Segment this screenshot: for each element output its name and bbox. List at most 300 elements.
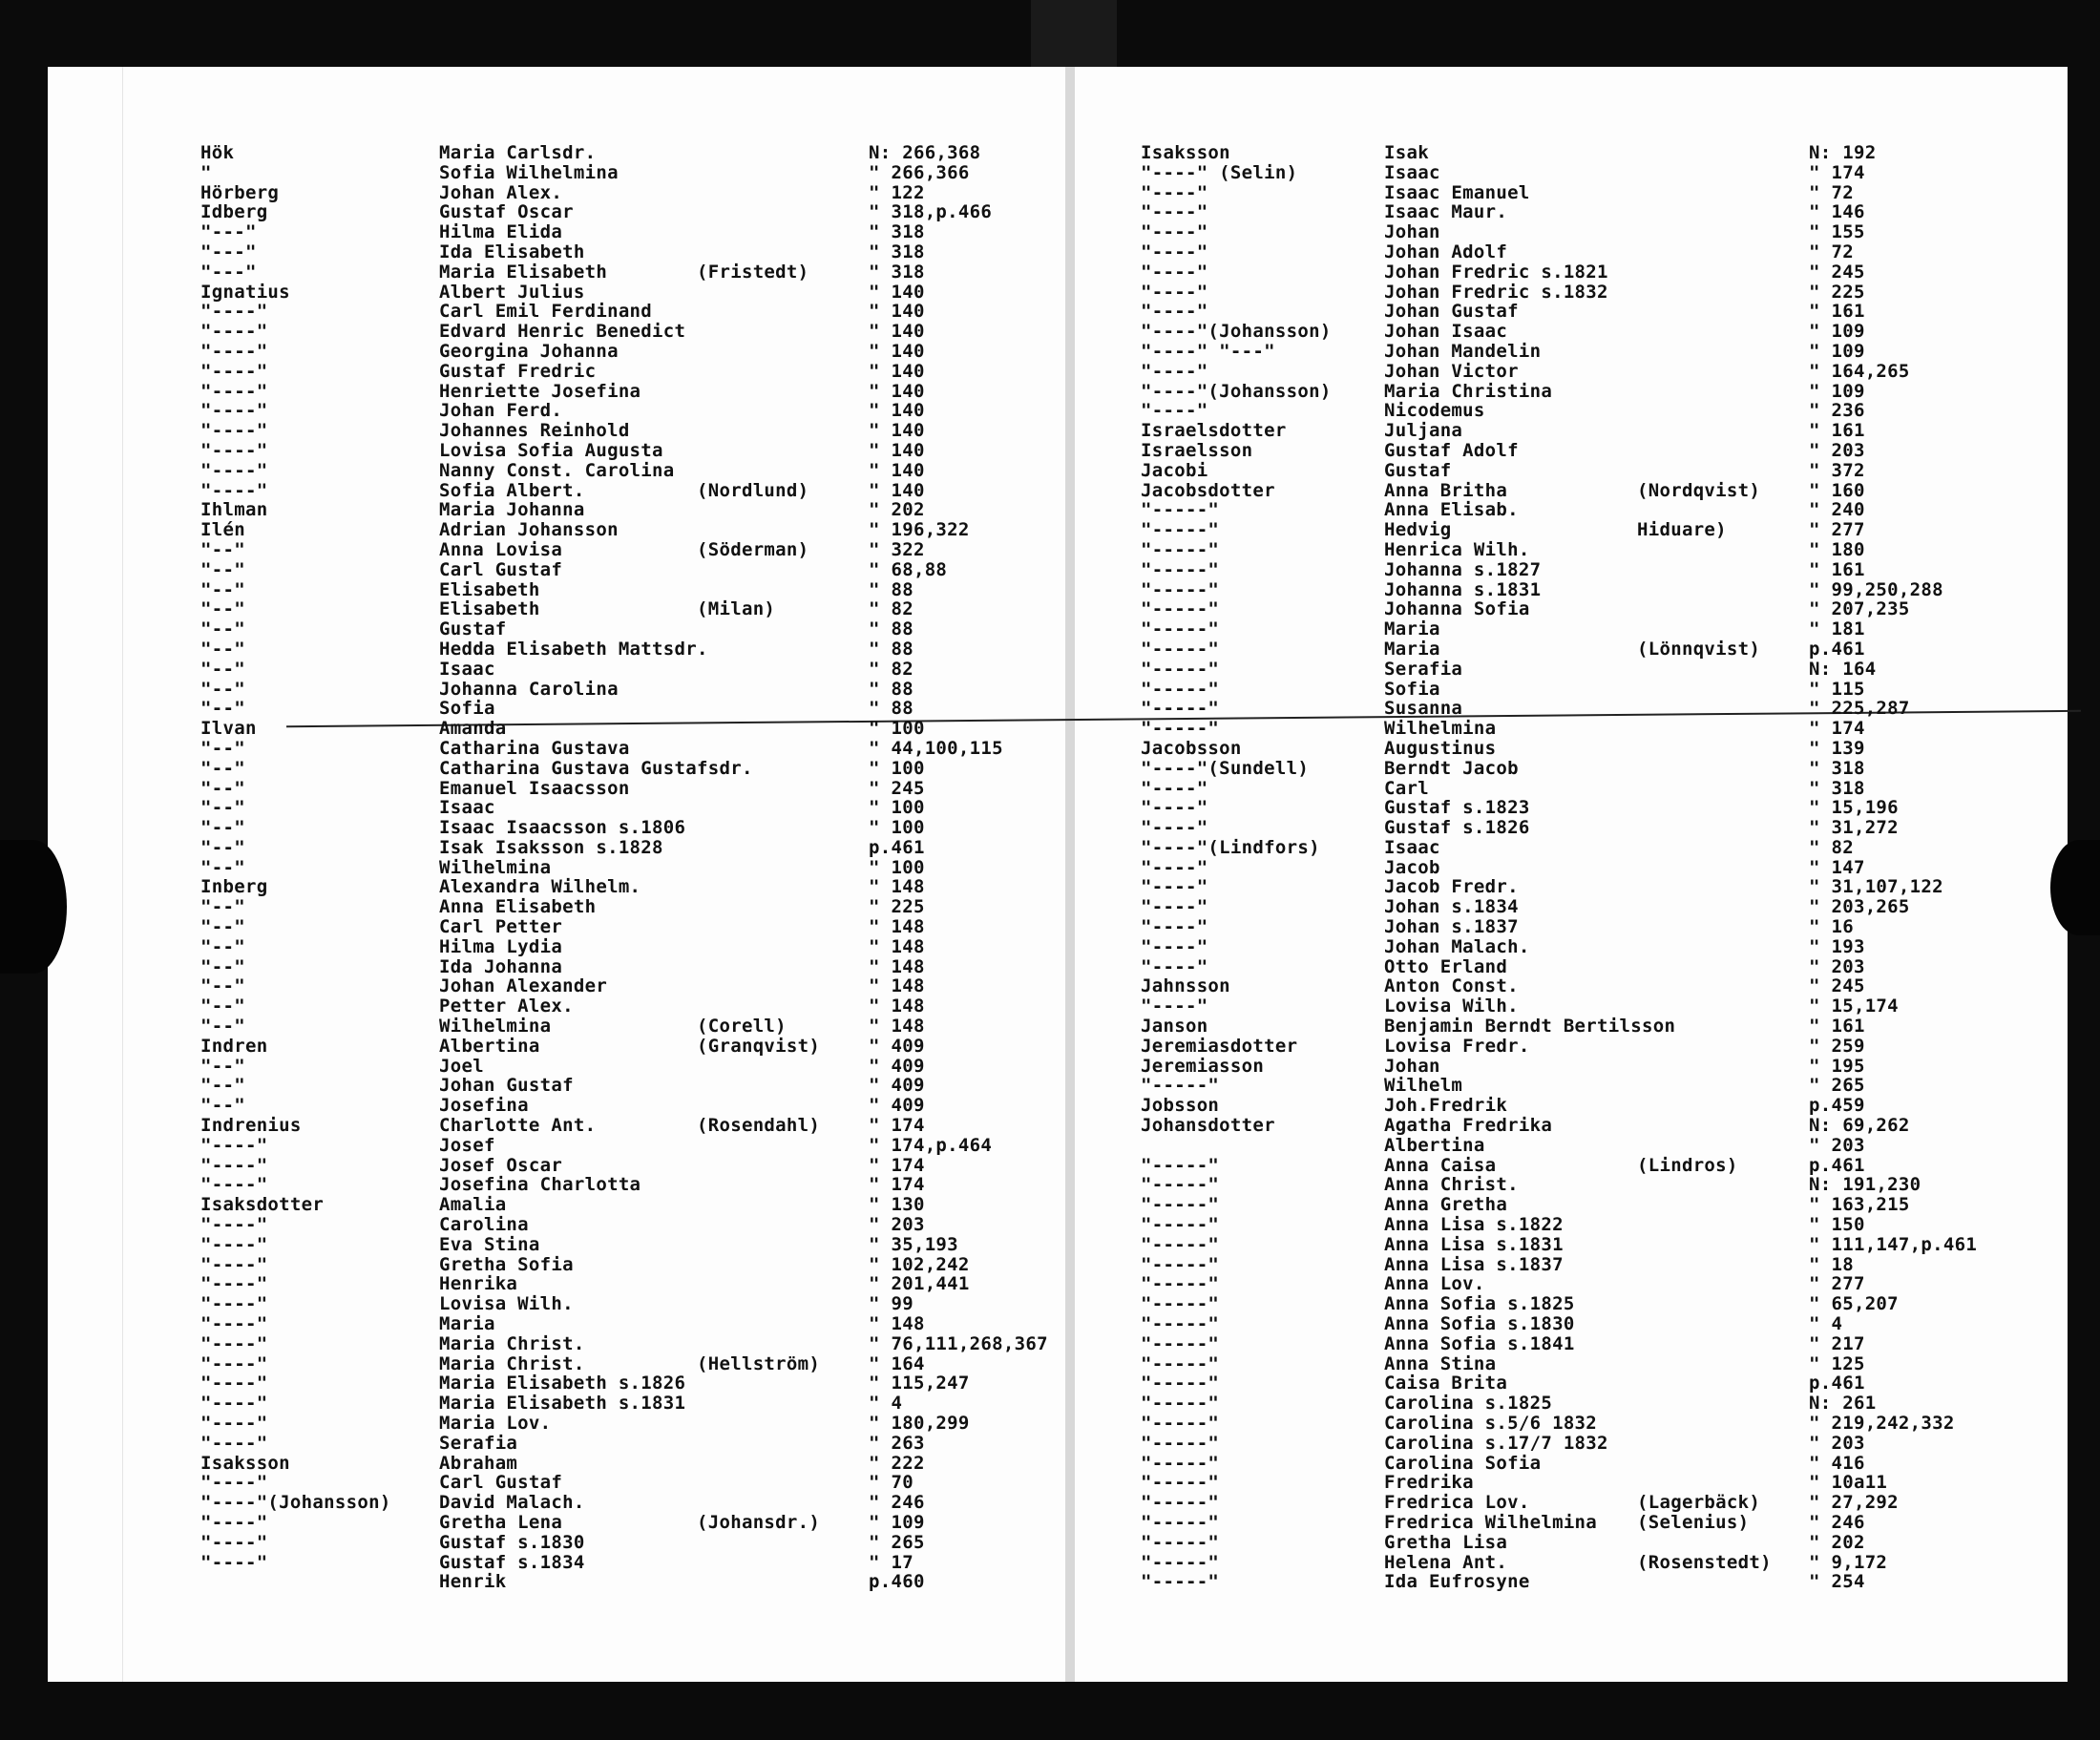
entry-ref: " 140 xyxy=(869,380,925,402)
entry-given: Catharina Gustava Gustafsdr. xyxy=(439,757,753,779)
entry-surname: "--" xyxy=(200,797,245,819)
entry-ref: " 35,193 xyxy=(869,1233,958,1255)
entry-surname: "-----" xyxy=(1141,1551,1220,1573)
entry-surname: "----" (Selin) xyxy=(1141,161,1298,183)
entry-given: Johan Isaac xyxy=(1384,321,1508,343)
entry-surname: "----" xyxy=(200,1432,268,1454)
entry-surname: "--" xyxy=(200,1075,245,1097)
entry-surname: "--" xyxy=(200,955,245,977)
entry-surname: "----" xyxy=(200,1551,268,1573)
entry-surname: "----" xyxy=(200,1413,268,1434)
entry-ref: " 203 xyxy=(1809,1432,1865,1454)
entry-surname: Jacobi xyxy=(1141,459,1208,481)
entry-ref: " 201,441 xyxy=(869,1273,970,1295)
entry-given: Sofia Wilhelmina xyxy=(439,161,619,183)
entry-given: Anton Const. xyxy=(1384,975,1519,997)
entry-given: Emanuel Isaacsson xyxy=(439,777,630,799)
entry-surname: "--" xyxy=(200,678,245,700)
entry-ref: " 148 xyxy=(869,1016,925,1038)
entry-ref: p.461 xyxy=(1809,1154,1865,1176)
entry-ref: " 245 xyxy=(1809,975,1865,997)
entry-ref: " 140 xyxy=(869,400,925,422)
entry-ref: " 140 xyxy=(869,360,925,382)
entry-ref: " 180,299 xyxy=(869,1413,970,1434)
entry-ref: " 140 xyxy=(869,321,925,343)
entry-given: Catharina Gustava xyxy=(439,737,630,759)
entry-given: Amanda xyxy=(439,718,507,740)
entry-ref: " 100 xyxy=(869,856,925,878)
entry-ref: " 109 xyxy=(1809,340,1865,362)
entry-ref: " 219,242,332 xyxy=(1809,1413,1955,1434)
entry-given: Albertina xyxy=(1384,1134,1485,1156)
entry-given: Johanna Sofia xyxy=(1384,598,1530,620)
entry-surname: "-----" xyxy=(1141,1293,1220,1315)
entry-ref: " 246 xyxy=(1809,1511,1865,1533)
entry-ref: " 18 xyxy=(1809,1253,1854,1275)
entry-surname: "--" xyxy=(200,975,245,997)
entry-surname: "----" xyxy=(200,1393,268,1415)
entry-surname: "----" xyxy=(200,1472,268,1494)
entry-given: Maria xyxy=(439,1313,495,1335)
entry-given: Lovisa Wilh. xyxy=(439,1293,574,1315)
entry-surname: "--" xyxy=(200,817,245,839)
entry-given: Caisa Brita xyxy=(1384,1373,1508,1394)
entry-ref: " 82 xyxy=(1809,836,1854,858)
entry-surname: "----" xyxy=(1141,201,1208,223)
entry-given: Johannes Reinhold xyxy=(439,420,630,442)
entry-ref: " 318 xyxy=(1809,777,1865,799)
entry-given: Lovisa Sofia Augusta xyxy=(439,439,663,461)
entry-surname: Indren xyxy=(200,1035,268,1057)
entry-given: David Malach. xyxy=(439,1492,585,1514)
entry-surname: "--" xyxy=(200,916,245,938)
entry-given: Carolina xyxy=(439,1214,529,1236)
entry-ref: " 174 xyxy=(1809,718,1865,740)
entry-given: Gretha Lena xyxy=(439,1511,563,1533)
entry-ref: " 17 xyxy=(869,1551,914,1573)
entry-surname: "----" xyxy=(200,400,268,422)
entry-given: Eva Stina xyxy=(439,1233,540,1255)
entry-ref: " 174 xyxy=(869,1115,925,1137)
entry-surname: "----" xyxy=(200,380,268,402)
entry-ref: " 4 xyxy=(1809,1313,1843,1335)
entry-given: Ida Johanna xyxy=(439,955,563,977)
entry-ref: " 202 xyxy=(1809,1531,1865,1553)
entry-given: Carl Emil Ferdinand xyxy=(439,301,653,323)
entry-surname: "----"(Johansson) xyxy=(200,1492,391,1514)
entry-given: Petter Alex. xyxy=(439,996,574,1017)
entry-surname: "-----" xyxy=(1141,1214,1220,1236)
entry-surname: "--" xyxy=(200,896,245,918)
entry-ref: " 148 xyxy=(869,876,925,898)
entry-given: Jacob Fredr. xyxy=(1384,876,1519,898)
entry-surname: "----" xyxy=(1141,955,1208,977)
entry-surname: "----" xyxy=(200,1134,268,1156)
entry-surname: "----"(Johansson) xyxy=(1141,321,1332,343)
entry-surname: "----" xyxy=(1141,876,1208,898)
entry-ref: " 161 xyxy=(1809,420,1865,442)
entry-ref: " 88 xyxy=(869,638,914,660)
entry-surname: "----" xyxy=(200,1253,268,1275)
entry-note: (Milan) xyxy=(697,598,776,620)
entry-given: Isaac Maur. xyxy=(1384,201,1508,223)
entry-surname: "----" xyxy=(200,1273,268,1295)
entry-given: Augustinus xyxy=(1384,737,1497,759)
entry-given: Joel xyxy=(439,1055,484,1077)
entry-ref: N: 191,230 xyxy=(1809,1174,1922,1196)
entry-surname: "--" xyxy=(200,777,245,799)
entry-given: Wilhelm xyxy=(1384,1075,1463,1097)
entry-surname: "--" xyxy=(200,836,245,858)
entry-ref: " 140 xyxy=(869,479,925,501)
entry-ref: " 147 xyxy=(1809,856,1865,878)
entry-surname: "-----" xyxy=(1141,538,1220,560)
entry-ref: " 146 xyxy=(1809,201,1865,223)
entry-surname: "-----" xyxy=(1141,658,1220,680)
entry-ref: " 115,247 xyxy=(869,1373,970,1394)
entry-ref: " 318,p.466 xyxy=(869,201,993,223)
entry-note: (Rosendahl) xyxy=(697,1115,821,1137)
entry-given: Anna Stina xyxy=(1384,1352,1497,1374)
entry-ref: " 164 xyxy=(869,1352,925,1374)
entry-note: (Söderman) xyxy=(697,538,809,560)
entry-given: Gretha Lisa xyxy=(1384,1531,1508,1553)
entry-ref: " 202 xyxy=(869,499,925,521)
entry-surname: Ilvan xyxy=(200,718,257,740)
entry-ref: " 318 xyxy=(869,241,925,262)
entry-ref: " 372 xyxy=(1809,459,1865,481)
entry-surname: "----" xyxy=(200,1373,268,1394)
entry-surname: "----" xyxy=(200,1214,268,1236)
entry-ref: " 416 xyxy=(1809,1452,1865,1474)
entry-ref: " 100 xyxy=(869,718,925,740)
entry-ref: " 109 xyxy=(1809,380,1865,402)
entry-surname: "-----" xyxy=(1141,1413,1220,1434)
entry-ref: " 15,196 xyxy=(1809,797,1899,819)
entry-surname: "--" xyxy=(200,638,245,660)
entry-surname: Janson xyxy=(1141,1016,1208,1038)
entry-given: Anna Lov. xyxy=(1384,1273,1485,1295)
entry-given: Alexandra Wilhelm. xyxy=(439,876,641,898)
entry-given: Anna Elisabeth xyxy=(439,896,597,918)
entry-ref: " 322 xyxy=(869,538,925,560)
entry-ref: " 181 xyxy=(1809,618,1865,640)
entry-surname: "--" xyxy=(200,757,245,779)
entry-surname: "----" xyxy=(1141,360,1208,382)
entry-surname: "----"(Lindfors) xyxy=(1141,836,1320,858)
entry-ref: " 27,292 xyxy=(1809,1492,1899,1514)
entry-note: (Granqvist) xyxy=(697,1035,821,1057)
margin-rule xyxy=(122,67,123,1682)
entry-ref: " 72 xyxy=(1809,241,1854,262)
entry-surname: "-----" xyxy=(1141,1273,1220,1295)
entry-surname: "--" xyxy=(200,1095,245,1117)
entry-surname: "----" xyxy=(1141,916,1208,938)
entry-surname: "-----" xyxy=(1141,1352,1220,1374)
entry-given: Maria Elisabeth s.1826 xyxy=(439,1373,686,1394)
entry-given: Gustaf s.1823 xyxy=(1384,797,1530,819)
entry-surname: "-----" xyxy=(1141,499,1220,521)
entry-ref: " 88 xyxy=(869,618,914,640)
entry-given: Carolina s.17/7 1832 xyxy=(1384,1432,1608,1454)
entry-ref: p.459 xyxy=(1809,1095,1865,1117)
entry-ref: " 140 xyxy=(869,340,925,362)
entry-given: Anna Elisab. xyxy=(1384,499,1519,521)
entry-given: Isaac xyxy=(1384,836,1440,858)
entry-surname: "-----" xyxy=(1141,1332,1220,1354)
entry-given: Serafia xyxy=(439,1432,518,1454)
entry-given: Ida Eufrosyne xyxy=(1384,1571,1530,1593)
entry-ref: " 140 xyxy=(869,281,925,303)
entry-surname: "-----" xyxy=(1141,1253,1220,1275)
entry-ref: " 174 xyxy=(1809,161,1865,183)
entry-given: Maria Christina xyxy=(1384,380,1553,402)
entry-ref: " 318 xyxy=(869,221,925,243)
entry-ref: " 82 xyxy=(869,658,914,680)
entry-given: Maria Elisabeth xyxy=(439,261,608,283)
entry-given: Abraham xyxy=(439,1452,518,1474)
entry-surname: "----" xyxy=(200,1332,268,1354)
entry-surname: "----" xyxy=(1141,797,1208,819)
entry-note: (Nordqvist) xyxy=(1637,479,1761,501)
entry-ref: " 217 xyxy=(1809,1332,1865,1354)
entry-note: (Selenius) xyxy=(1637,1511,1750,1533)
entry-given: Johan Fredric s.1832 xyxy=(1384,281,1608,303)
entry-ref: " 125 xyxy=(1809,1352,1865,1374)
entry-surname: "-----" xyxy=(1141,1492,1220,1514)
entry-given: Albertina xyxy=(439,1035,540,1057)
entry-ref: " 263 xyxy=(869,1432,925,1454)
entry-ref: " 88 xyxy=(869,698,914,720)
entry-ref: p.460 xyxy=(869,1571,925,1593)
entry-surname: "----" xyxy=(200,1313,268,1335)
entry-ref: " 277 xyxy=(1809,519,1865,541)
entry-ref: " 72 xyxy=(1809,181,1854,203)
entry-given: Henrica Wilh. xyxy=(1384,538,1530,560)
entry-ref: " 409 xyxy=(869,1095,925,1117)
entry-given: Johan xyxy=(1384,221,1440,243)
entry-given: Wilhelmina xyxy=(439,856,552,878)
entry-given: Johan Alex. xyxy=(439,181,563,203)
entry-surname: Inberg xyxy=(200,876,268,898)
entry-given: Edvard Henric Benedict xyxy=(439,321,686,343)
entry-surname: "-----" xyxy=(1141,698,1220,720)
entry-given: Charlotte Ant. xyxy=(439,1115,597,1137)
entry-ref: N: 164 xyxy=(1809,658,1877,680)
entry-ref: " 65,207 xyxy=(1809,1293,1899,1315)
entry-given: Gustaf xyxy=(1384,459,1452,481)
entry-ref: " 148 xyxy=(869,955,925,977)
entry-surname: Jacobsson xyxy=(1141,737,1242,759)
entry-given: Gustaf Oscar xyxy=(439,201,574,223)
entry-given: Johan s.1834 xyxy=(1384,896,1519,918)
entry-given: Agatha Fredrika xyxy=(1384,1115,1553,1137)
entry-surname: "---" xyxy=(200,241,257,262)
entry-ref: " 193 xyxy=(1809,935,1865,957)
entry-ref: " 266,366 xyxy=(869,161,970,183)
entry-ref: " 100 xyxy=(869,797,925,819)
entry-ref: " 140 xyxy=(869,301,925,323)
entry-given: Anna Gretha xyxy=(1384,1194,1508,1216)
entry-ref: " 99,250,288 xyxy=(1809,578,1943,600)
entry-surname: "----" xyxy=(200,459,268,481)
entry-given: Benjamin Berndt Bertilsson xyxy=(1384,1016,1676,1038)
entry-surname: "----" xyxy=(1141,935,1208,957)
entry-surname: "----" xyxy=(1141,221,1208,243)
entry-given: Lovisa Fredr. xyxy=(1384,1035,1530,1057)
entry-ref: p.461 xyxy=(869,836,925,858)
entry-surname: "--" xyxy=(200,935,245,957)
entry-surname: Ignatius xyxy=(200,281,290,303)
entry-given: Hilma Elida xyxy=(439,221,563,243)
entry-surname: "--" xyxy=(200,856,245,878)
entry-given: Hedvig xyxy=(1384,519,1452,541)
entry-given: Helena Ant. xyxy=(1384,1551,1508,1573)
entry-surname: Ilén xyxy=(200,519,245,541)
entry-surname: "----" xyxy=(1141,400,1208,422)
entry-surname: "--" xyxy=(200,598,245,620)
entry-ref: " 240 xyxy=(1809,499,1865,521)
entry-surname: "----" xyxy=(1141,241,1208,262)
document-page xyxy=(48,67,2068,1682)
entry-given: Josef xyxy=(439,1134,495,1156)
entry-given: Isaac xyxy=(439,658,495,680)
entry-ref: " 109 xyxy=(1809,321,1865,343)
entry-given: Anna Sofia s.1825 xyxy=(1384,1293,1575,1315)
entry-ref: " 203 xyxy=(869,1214,925,1236)
entry-ref: " 31,107,122 xyxy=(1809,876,1943,898)
entry-given: Gustaf xyxy=(439,618,507,640)
entry-surname: "----" xyxy=(200,1511,268,1533)
entry-ref: " 109 xyxy=(869,1511,925,1533)
entry-given: Fredrica Lov. xyxy=(1384,1492,1530,1514)
entry-surname: "-----" xyxy=(1141,1432,1220,1454)
entry-surname: "-----" xyxy=(1141,519,1220,541)
entry-ref: " 148 xyxy=(869,975,925,997)
entry-ref: " 203 xyxy=(1809,955,1865,977)
entry-given: Isaac Emanuel xyxy=(1384,181,1530,203)
entry-ref: " 100 xyxy=(869,817,925,839)
entry-ref: " 148 xyxy=(869,996,925,1017)
entry-ref: " 150 xyxy=(1809,1214,1865,1236)
entry-ref: p.461 xyxy=(1809,638,1865,660)
entry-given: Nicodemus xyxy=(1384,400,1485,422)
entry-ref: " 225 xyxy=(869,896,925,918)
entry-ref: " 259 xyxy=(1809,1035,1865,1057)
entry-ref: " 196,322 xyxy=(869,519,970,541)
entry-surname: "-----" xyxy=(1141,618,1220,640)
entry-ref: " 88 xyxy=(869,578,914,600)
entry-note: (Lindros) xyxy=(1637,1154,1738,1176)
entry-given: Gretha Sofia xyxy=(439,1253,574,1275)
entry-surname: "-----" xyxy=(1141,638,1220,660)
entry-surname: Idberg xyxy=(200,201,268,223)
entry-ref: " 174 xyxy=(869,1154,925,1176)
entry-surname: "-----" xyxy=(1141,1571,1220,1593)
entry-surname: "--" xyxy=(200,996,245,1017)
entry-surname: "-----" xyxy=(1141,678,1220,700)
entry-note: (Johansdr.) xyxy=(697,1511,821,1533)
entry-surname: "----" xyxy=(200,1531,268,1553)
entry-surname: "----" xyxy=(1141,281,1208,303)
entry-given: Ida Elisabeth xyxy=(439,241,585,262)
entry-ref: " 174,p.464 xyxy=(869,1134,993,1156)
entry-given: Joh.Fredrik xyxy=(1384,1095,1508,1117)
entry-ref: " 163,215 xyxy=(1809,1194,1910,1216)
book-spine xyxy=(1031,0,1117,67)
entry-given: Juljana xyxy=(1384,420,1463,442)
entry-given: Fredrica Wilhelmina xyxy=(1384,1511,1598,1533)
entry-surname: "----" xyxy=(200,1154,268,1176)
entry-ref: " 225 xyxy=(1809,281,1865,303)
entry-surname: "-----" xyxy=(1141,1511,1220,1533)
entry-ref: " 82 xyxy=(869,598,914,620)
entry-surname: Ihlman xyxy=(200,499,268,521)
entry-ref: " 277 xyxy=(1809,1273,1865,1295)
entry-ref: " 102,242 xyxy=(869,1253,970,1275)
entry-surname: "----" xyxy=(200,340,268,362)
entry-ref: " 10a11 xyxy=(1809,1472,1888,1494)
entry-ref: " 203 xyxy=(1809,1134,1865,1156)
entry-ref: N: 69,262 xyxy=(1809,1115,1910,1137)
entry-given: Johan Victor xyxy=(1384,360,1519,382)
entry-ref: " 236 xyxy=(1809,400,1865,422)
entry-given: Johanna s.1827 xyxy=(1384,558,1542,580)
entry-ref: " 203 xyxy=(1809,439,1865,461)
entry-given: Anna Lisa s.1837 xyxy=(1384,1253,1564,1275)
entry-surname: Hörberg xyxy=(200,181,280,203)
entry-given: Anna Lisa s.1831 xyxy=(1384,1233,1564,1255)
entry-given: Amalia xyxy=(439,1194,507,1216)
entry-ref: p.461 xyxy=(1809,1373,1865,1394)
entry-ref: " 15,174 xyxy=(1809,996,1899,1017)
entry-surname: Jobsson xyxy=(1141,1095,1220,1117)
entry-given: Carl Gustaf xyxy=(439,1472,563,1494)
entry-given: Nanny Const. Carolina xyxy=(439,459,675,481)
entry-given: Anna Christ. xyxy=(1384,1174,1519,1196)
entry-ref: " 246 xyxy=(869,1492,925,1514)
entry-ref: N: 261 xyxy=(1809,1393,1877,1415)
entry-surname: "----" xyxy=(200,1233,268,1255)
entry-surname: Jahnsson xyxy=(1141,975,1230,997)
entry-given: Maria Johanna xyxy=(439,499,585,521)
entry-ref: " 161 xyxy=(1809,558,1865,580)
entry-surname: "-----" xyxy=(1141,558,1220,580)
entry-surname: Isaksson xyxy=(1141,142,1230,163)
entry-ref: " 115 xyxy=(1809,678,1865,700)
entry-given: Johan Malach. xyxy=(1384,935,1530,957)
entry-given: Gustaf Adolf xyxy=(1384,439,1519,461)
entry-given: Josefina xyxy=(439,1095,529,1117)
entry-given: Anna Lisa s.1822 xyxy=(1384,1214,1564,1236)
entry-surname: "-----" xyxy=(1141,1174,1220,1196)
entry-given: Anna Caisa xyxy=(1384,1154,1497,1176)
entry-given: Johan Alexander xyxy=(439,975,608,997)
entry-ref: " 409 xyxy=(869,1055,925,1077)
entry-ref: " 16 xyxy=(1809,916,1854,938)
entry-given: Maria xyxy=(1384,618,1440,640)
entry-surname: "-----" xyxy=(1141,1472,1220,1494)
entry-given: Maria xyxy=(1384,638,1440,660)
entry-given: Anna Britha xyxy=(1384,479,1508,501)
entry-given: Georgina Johanna xyxy=(439,340,619,362)
entry-ref: " 225,287 xyxy=(1809,698,1910,720)
entry-surname: "----" "---" xyxy=(1141,340,1275,362)
entry-ref: " 180 xyxy=(1809,538,1865,560)
entry-surname: "--" xyxy=(200,558,245,580)
entry-given: Fredrika xyxy=(1384,1472,1474,1494)
entry-surname: "----" xyxy=(200,301,268,323)
